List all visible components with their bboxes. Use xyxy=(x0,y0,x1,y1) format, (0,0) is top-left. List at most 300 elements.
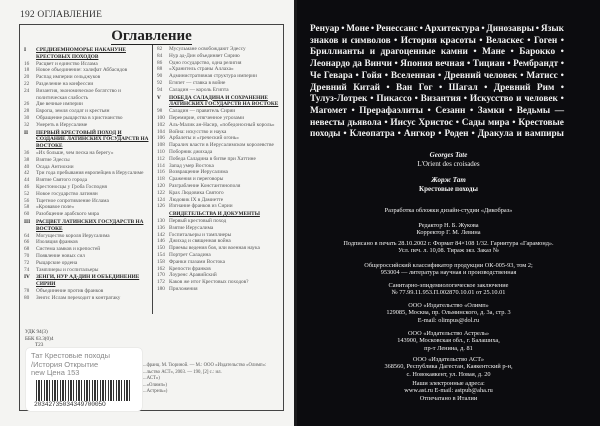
toc-entry xyxy=(157,156,283,163)
barcode-number: 2034273503434970005O xyxy=(34,401,106,408)
page-number: 110 xyxy=(157,148,165,155)
series-word: Византия xyxy=(420,94,461,105)
series-word: Мане xyxy=(482,47,506,58)
toc-entry xyxy=(24,177,152,184)
page-number: 106 xyxy=(157,135,165,142)
page-number: 154 xyxy=(157,251,165,258)
right-page xyxy=(297,0,600,426)
series-word: Китай xyxy=(353,82,380,93)
page-number: 16 xyxy=(24,60,30,67)
series-word: • xyxy=(386,82,390,93)
biblio-line: ...АСТ») xyxy=(143,376,160,381)
section-number: II xyxy=(24,129,29,136)
entry-title: «Их больше, чем песка на берегу» xyxy=(36,149,114,156)
toc-entry xyxy=(157,87,283,94)
page-number: 98 xyxy=(157,108,163,115)
series-word: • xyxy=(507,59,511,70)
entry-title: Три года пребывания европейцев в Иерусалиме xyxy=(36,170,144,177)
series-word: • xyxy=(384,117,388,128)
toc-entry xyxy=(157,60,283,67)
toc-entry xyxy=(24,115,152,122)
toc-entry xyxy=(24,122,152,129)
series-word: • xyxy=(481,24,485,34)
page-number: 158 xyxy=(157,258,165,265)
series-word: Че xyxy=(310,70,321,81)
toc-entry xyxy=(24,74,152,81)
series-word: мира xyxy=(487,117,510,128)
series-word: • xyxy=(384,70,388,81)
imprint-line: Корректор Г. М. Левина xyxy=(416,229,481,237)
entry-title: Распад империи сельджуков xyxy=(36,74,101,81)
series-word: Магомет xyxy=(310,105,347,116)
left-page xyxy=(0,0,294,426)
imprint-block xyxy=(297,380,600,395)
section-title: СВИДЕТЕЛЬСТВА И ДОКУМЕНТЫ xyxy=(169,211,260,218)
series-word: и xyxy=(516,94,522,105)
series-word: • xyxy=(484,82,488,93)
series-word: и xyxy=(369,47,376,58)
series-word: • xyxy=(419,24,423,34)
series-word: • xyxy=(469,105,474,116)
entry-title: Осада Антиохии xyxy=(36,163,74,170)
series-word: • xyxy=(370,94,374,105)
entry-title: Взятие Иерусалима xyxy=(169,224,214,231)
series-word: и xyxy=(516,129,522,140)
series-word: Ван xyxy=(396,82,413,93)
series-word: • xyxy=(370,24,375,34)
title-original: L'Orient des croisades xyxy=(417,160,480,168)
toc-entry xyxy=(24,253,152,260)
toc-entry xyxy=(157,149,283,156)
page-number: 18 xyxy=(24,67,30,74)
toc-entry xyxy=(24,101,152,108)
toc-section-heading xyxy=(24,219,152,233)
series-word: драгоценные xyxy=(380,47,436,58)
page-number: 130 xyxy=(157,217,165,224)
barcode xyxy=(36,380,131,401)
entry-title: Людовик IX в Дамиетте xyxy=(169,196,224,203)
series-word: Замки xyxy=(477,105,505,116)
series-line xyxy=(310,24,564,36)
toc-entry xyxy=(157,108,283,115)
imprint-line: Разработка обложки дизайн-студии «Дикобраз» xyxy=(384,207,513,214)
imprint-block xyxy=(297,222,600,237)
series-word: История xyxy=(400,35,437,46)
series-word: Гог xyxy=(418,82,433,93)
toc-entry xyxy=(157,176,283,183)
entry-title: Джихад и священная война xyxy=(169,238,231,245)
page-number: 118 xyxy=(157,176,165,183)
toc-entry xyxy=(24,157,152,164)
entry-title: Поборник джихада xyxy=(169,148,213,155)
entry-title: Могущество короля Иерусалима xyxy=(36,232,110,239)
entry-title: Разделение на конфессии xyxy=(36,80,94,87)
toc-entry xyxy=(157,46,283,53)
imprint-line: E-mail: olimpus@dol.ru xyxy=(417,316,480,324)
series-word: • xyxy=(560,82,564,93)
section-number xyxy=(157,211,169,218)
toc-column-left xyxy=(24,46,152,301)
series-word: Рембрандт xyxy=(513,59,559,70)
series-word: да xyxy=(352,59,362,70)
series-word: дьявола xyxy=(347,117,382,128)
entry-title: Аль-Малик ан-Насир, «победоносный король» xyxy=(169,121,275,128)
series-word: — xyxy=(554,105,564,116)
section-number: III xyxy=(24,218,31,225)
series-word: • xyxy=(438,70,442,81)
section-number: V xyxy=(157,94,161,101)
series-word: • xyxy=(471,129,475,140)
toc-entry xyxy=(157,183,283,190)
entry-title: Византия, экономическое богатство и политическая слабость xyxy=(36,87,121,101)
page-number: 150 xyxy=(157,245,165,252)
entry-title: Взятие Эдессы xyxy=(36,156,70,163)
column-divider xyxy=(152,45,153,314)
toc-entry xyxy=(157,259,283,266)
page-number: 36 xyxy=(24,149,30,156)
series-word: Винчи xyxy=(364,59,392,70)
series-word: вампиры xyxy=(524,129,564,140)
imprint-line: ООО «Издательство «Олимп» xyxy=(408,302,489,309)
page-number: 108 xyxy=(157,142,165,149)
series-word: Веласкес xyxy=(486,35,524,46)
page-number: 170 xyxy=(157,272,165,279)
toc-entry xyxy=(24,198,152,205)
section-title: ПОБЕДА САЛАДИНА И СОХРАНЕНИЕ ЛАТИНСКИХ ГОСУДАРСТВ НА ВОСТОКЕ xyxy=(169,94,279,108)
series-word: Прерафаэлиты xyxy=(359,105,423,116)
sticker-line: new Цена 153 xyxy=(31,368,80,377)
series-word: Тулуз-Лотрек xyxy=(310,94,368,105)
sticker-line: Тат Крестовые походы xyxy=(31,351,110,360)
series-word: Леонардо xyxy=(310,59,351,70)
series-word: Сезанн xyxy=(435,105,466,116)
series-word: и xyxy=(341,35,348,46)
entry-title: Взятие Святого города xyxy=(36,177,88,184)
toc-entry xyxy=(157,218,283,225)
toc-entry xyxy=(24,81,152,88)
imprint-line: № 77.99.11.953.П.002870.10.01 от 25.10.01 xyxy=(391,289,506,297)
page-number: 100 xyxy=(157,114,165,121)
page-number: 78 xyxy=(24,287,30,294)
entry-title: Умереть в Иерусалиме xyxy=(36,121,88,128)
series-line xyxy=(310,59,564,71)
entry-title: Изоляция франков xyxy=(36,239,78,246)
entry-title: Приложения xyxy=(169,285,198,292)
toc-entry xyxy=(24,267,152,274)
imprint-line: Санитарно-эпидемиологическое заключение xyxy=(388,282,509,289)
page-number: 102 xyxy=(157,121,165,128)
series-word: • xyxy=(560,47,564,58)
series-line xyxy=(310,36,564,48)
page-number: 126 xyxy=(157,203,165,210)
series-word: Ведьмы xyxy=(516,105,551,116)
toc-entry xyxy=(157,163,283,170)
page-number: 142 xyxy=(157,231,165,238)
page-number: 86 xyxy=(157,59,163,66)
toc-title: Оглавление xyxy=(111,28,192,44)
toc-entry xyxy=(157,135,283,142)
page-number: 162 xyxy=(157,265,165,272)
series-word: Древний xyxy=(310,82,347,93)
entry-title: Франки глазами Востока xyxy=(169,258,226,265)
series-word: камни xyxy=(440,47,468,58)
toc-entry xyxy=(24,246,152,253)
entry-title: Нур ад-Дин объединяет Сирию xyxy=(169,52,240,59)
series-word: Древний xyxy=(493,82,531,93)
series-word: человек xyxy=(524,94,558,105)
imprint-line: Редактор Н. Б. Жукова xyxy=(418,222,479,229)
page-number: 66 xyxy=(24,239,30,246)
series-word: • xyxy=(560,70,564,81)
entry-title: Арбалеты и «греческий огонь» xyxy=(169,135,239,142)
series-word: Динозавры xyxy=(486,24,534,34)
page-number: 104 xyxy=(157,128,165,135)
imprint-line: ООО «Издательство Астрель» xyxy=(407,330,489,337)
series-line xyxy=(310,71,564,83)
entry-title: Система замков и крепостей xyxy=(36,246,101,253)
entry-title: Саладин — правитель Сирии xyxy=(169,108,236,115)
imprint-line: 368560, Республика Дагестан, Каякентский р-н, xyxy=(384,363,513,371)
entry-title: Крестоносцы у Гроба Господня xyxy=(36,183,107,190)
entry-title: Разобщение арабского мира xyxy=(36,211,100,218)
series-word: Шагал xyxy=(448,82,478,93)
series-word: красоты xyxy=(440,35,476,46)
series-word: • xyxy=(427,105,431,116)
entry-title: Каков же итог Крестовых походов? xyxy=(169,279,249,286)
entry-title: Лоуренс Аравийский xyxy=(169,272,217,279)
series-word: • xyxy=(520,70,524,81)
series-word: • xyxy=(394,59,398,70)
series-word: невесты xyxy=(310,117,345,128)
series-word: Рим xyxy=(536,82,555,93)
series-word: • xyxy=(455,117,459,128)
imprint-block xyxy=(297,282,600,297)
title-russian: Крестовые походы xyxy=(419,185,478,193)
series-word: Иисус xyxy=(390,117,416,128)
entry-title: «Хранитель страны Аллаха» xyxy=(169,66,234,73)
page-number: 122 xyxy=(157,189,165,196)
page-number: 32 xyxy=(24,121,30,128)
toc-section-heading xyxy=(24,47,152,61)
page-number: 74 xyxy=(24,266,30,273)
entry-title: Новое объединение: халифат Аббасидов xyxy=(36,67,128,74)
biblio-line: ...Астрель») xyxy=(143,389,168,394)
page-number: 84 xyxy=(157,52,163,59)
series-line xyxy=(310,118,564,130)
page-number: 146 xyxy=(157,238,165,245)
page-number: 70 xyxy=(24,252,30,259)
imprint-line: Подписано в печать 28.10.2002 г. Формат 84×108 1/32. Гарнитура «Гарамонд». xyxy=(343,240,554,247)
section-number: I xyxy=(24,47,27,53)
page-number: 72 xyxy=(24,259,30,266)
price-sticker xyxy=(26,348,142,411)
series-word: Бриллианты xyxy=(310,47,365,58)
series-word: • xyxy=(466,59,471,70)
imprint-block xyxy=(297,330,600,352)
page-number: 20 xyxy=(24,74,30,81)
series-word: • xyxy=(397,129,401,140)
toc-entry xyxy=(24,170,152,177)
series-word: • xyxy=(351,105,355,116)
series-word: • xyxy=(512,117,516,128)
series-word: • xyxy=(343,129,347,140)
toc-entry xyxy=(24,288,152,295)
toc-section-heading xyxy=(157,211,283,218)
page-number: 60 xyxy=(24,211,30,218)
imprint-block xyxy=(297,262,600,277)
series-word: Язык xyxy=(540,24,564,34)
series-word: • xyxy=(527,35,531,46)
biblio-line: ...«Олимп») xyxy=(143,382,168,388)
series-word: • xyxy=(439,82,443,93)
toc-section-heading xyxy=(24,274,152,288)
series-line xyxy=(310,47,564,59)
page-number: 30 xyxy=(24,114,30,121)
toc-entry xyxy=(157,122,283,129)
toc-entry xyxy=(157,272,283,279)
entry-title: Паралич власти в Иерусалимском королевстве xyxy=(169,142,274,149)
toc-entry xyxy=(157,80,283,87)
toc-section-heading xyxy=(24,130,152,150)
biblio-line: ...льство АСТ», 2003. — 190, [2] с.: ил. xyxy=(143,369,222,375)
toc-section-heading xyxy=(157,95,283,109)
imprint-block xyxy=(297,207,600,214)
toc-entry xyxy=(157,66,283,73)
series-word: Ренуар xyxy=(310,24,340,34)
series-word: Вселенная xyxy=(390,70,436,81)
entry-title: Обращение рыцарства в христианство xyxy=(36,114,123,121)
entry-title: Египет — ставка в войне xyxy=(169,79,226,86)
page-number: 24 xyxy=(24,87,30,94)
imprint-line: Усл. печ. л. 10,08. Тираж экз. Заказ № xyxy=(398,247,499,255)
toc-entry xyxy=(157,169,283,176)
classification-codes xyxy=(25,329,53,349)
page-number: 124 xyxy=(157,196,165,203)
page-number: 90 xyxy=(157,73,163,80)
page-number: 40 xyxy=(24,163,30,170)
entry-title: Сражения и переговоры xyxy=(169,176,224,183)
series-word: человек xyxy=(483,70,518,81)
series-word: символов xyxy=(350,35,391,46)
page-number: 64 xyxy=(24,232,30,239)
toc-entry xyxy=(157,245,283,252)
toc-entry xyxy=(157,286,283,293)
series-word: Моне xyxy=(346,24,370,34)
series-word: Гевара xyxy=(323,70,353,81)
page-number: 28 xyxy=(24,108,30,115)
series-word: Искусство xyxy=(469,94,514,105)
section-title: СРЕДИЗЕМНОМОРЬЕ НАКАНУНЕ КРЕСТОВЫХ ПОХОДОВ xyxy=(36,47,126,60)
section-title: ЗЕНГИ, НУР АД-ДИН И ОБЪЕДИНЕНИЕ СИРИИ xyxy=(36,274,140,288)
page-number: 94 xyxy=(157,86,163,93)
page-number: 80 xyxy=(24,294,30,301)
toc-entry xyxy=(24,295,152,302)
page-number: 22 xyxy=(24,80,30,87)
entry-title: Европа, земля солдат и крестьян xyxy=(36,108,110,115)
imprint-line: www.ast.ru E-mail: astpub@aha.ru xyxy=(404,387,493,395)
entry-title: Появление новых сил xyxy=(36,252,85,259)
entry-title: Саладин — король Египта xyxy=(169,86,229,93)
toc-entry xyxy=(157,190,283,197)
imprint-line: 143900, Московская обл., г. Балашиха, xyxy=(397,337,500,345)
entry-title: Победа Саладина в битве при Хаттине xyxy=(169,155,256,162)
author-code: Т23 xyxy=(35,342,44,349)
series-word: Сады xyxy=(461,117,486,128)
toc-entry xyxy=(157,142,283,149)
imprint-line: Отпечатано в Италии xyxy=(419,395,478,402)
toc-entry xyxy=(24,108,152,115)
series-word: • xyxy=(341,24,345,34)
series-word: Тициан xyxy=(472,59,505,70)
page-number: 92 xyxy=(157,79,163,86)
series-word: • xyxy=(394,35,398,46)
imprint-line: Наши электронные адреса: xyxy=(412,380,485,387)
page-number: 112 xyxy=(157,155,165,162)
series-word: • xyxy=(508,105,513,116)
toc-column-right xyxy=(157,46,283,293)
entry-title: Одно государство, одна религия xyxy=(169,59,242,66)
bibliographic-record xyxy=(143,363,283,396)
entry-title: «Кровавое поле» xyxy=(36,204,75,211)
entry-title: Административная структура империи xyxy=(169,73,257,80)
imprint-line: пр-т Ленина, д. 81 xyxy=(424,344,473,352)
page-number: 46 xyxy=(24,183,30,190)
entry-title: Крепости франков xyxy=(169,265,211,272)
series-word: знаков xyxy=(310,35,339,46)
page-number: 120 xyxy=(157,182,165,189)
series-word: Барокко xyxy=(519,47,556,58)
page-number: 180 xyxy=(157,285,165,292)
series-word: • xyxy=(355,70,359,81)
page-number: 42 xyxy=(24,170,30,177)
series-line xyxy=(310,106,564,118)
entry-title: Перемирие, отягченное угрозами xyxy=(169,114,245,121)
entry-title: Тщетное сопротивление Ислама xyxy=(36,197,109,204)
toc-entry xyxy=(157,115,283,122)
imprint-line: Общероссийский классификатор продукции ОК-005-93, том 2; xyxy=(364,262,533,269)
series-line xyxy=(310,129,564,141)
section-title: РАСЦВЕТ ЛАТИНСКИХ ГОСУДАРСТВ НА ВОСТОКЕ xyxy=(36,218,144,232)
toc-entry xyxy=(24,260,152,267)
series-line xyxy=(310,94,564,106)
biblio-line: ...франц. М. Тюриной. — М.: ООО «Издательство «Олимп»: xyxy=(143,363,267,368)
entry-title: Мусульмане освобождают Эдессу xyxy=(169,46,246,52)
page-number: 52 xyxy=(24,190,30,197)
series-word: • xyxy=(438,129,442,140)
entry-title: Война: искусство и наука xyxy=(169,128,227,135)
series-word: • xyxy=(463,94,468,105)
imprint-line: ООО «Издательство АСТ» xyxy=(412,356,485,363)
series-word: • xyxy=(414,94,418,105)
series-word: • xyxy=(560,94,564,105)
entry-title: Госпитальеры и тамплиеры xyxy=(169,231,232,238)
toc-entry xyxy=(157,53,283,60)
series-word: • xyxy=(510,47,514,58)
series-word: Ангкор xyxy=(403,129,436,140)
series-word: Христос xyxy=(418,117,453,128)
toc-entry xyxy=(157,73,283,80)
toc-entry xyxy=(24,191,152,198)
series-word: Ренессанс xyxy=(375,24,418,34)
imprint-block xyxy=(297,356,600,378)
toc-entry xyxy=(157,203,283,210)
toc-entry xyxy=(24,211,152,218)
series-word: Древний xyxy=(444,70,481,81)
entry-title: Две вечные империи xyxy=(36,101,83,108)
series-word: • xyxy=(535,24,540,34)
entry-title: Новое государство латинян xyxy=(36,190,98,197)
series-word: Роден xyxy=(444,129,469,140)
